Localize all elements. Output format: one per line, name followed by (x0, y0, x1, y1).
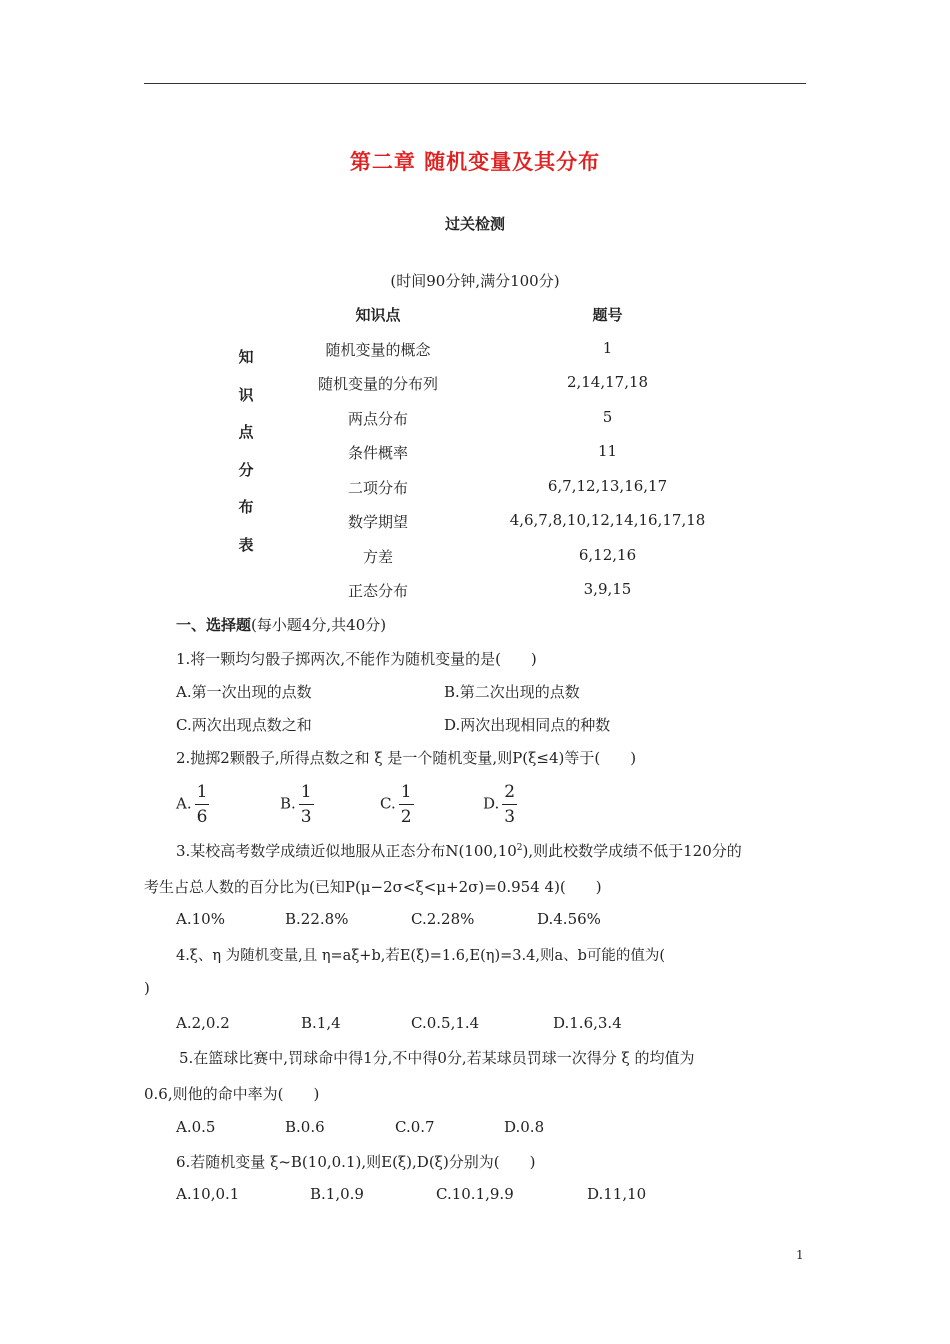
question-1-option-a: A.第一次出现的点数 (176, 683, 312, 701)
question-5-stem-line1: 5.在篮球比赛中,罚球命中得1分,不中得0分,若某球员罚球一次得分 ξ 的均值为 (179, 1049, 695, 1067)
superscript: 2 (516, 843, 523, 853)
question-numbers: 1 (602, 339, 613, 357)
question-1-stem: 1.将一颗均匀骰子掷两次,不能作为随机变量的是( ) (176, 650, 537, 668)
table-row (0, 373, 950, 407)
question-3-option-c: C.2.28% (411, 910, 475, 928)
question-6-option-a: A.10,0.1 (176, 1185, 240, 1203)
table-row (0, 339, 950, 373)
fraction (195, 782, 210, 827)
question-4-option-c: C.0.5,1.4 (411, 1014, 480, 1032)
section-subtitle: 过关检测 (444, 215, 505, 233)
question-3-stem-line1 (176, 840, 742, 861)
question-1-option-b: B.第二次出现的点数 (444, 683, 580, 701)
question-3-option-a: A.10% (176, 910, 225, 928)
question-2-stem: 2.抛掷2颗骰子,所得点数之和 ξ 是一个随机变量,则P(ξ≤4)等于( ) (176, 749, 637, 767)
question-2-option-b (280, 782, 314, 827)
knowledge-point: 数学期望 (347, 513, 408, 531)
question-numbers: 4,6,7,8,10,12,14,16,17,18 (509, 511, 706, 529)
side-char: 识 (238, 385, 254, 404)
question-numbers: 2,14,17,18 (566, 373, 649, 391)
knowledge-point: 方差 (362, 548, 393, 566)
question-4-stem-line2: ) (144, 979, 150, 997)
side-char: 表 (238, 535, 254, 554)
fraction (502, 782, 517, 827)
knowledge-point: 正态分布 (347, 582, 408, 600)
question-5-option-c: C.0.7 (395, 1118, 435, 1136)
option-label: B. (280, 794, 296, 813)
question-5-option-d: D.0.8 (504, 1118, 545, 1136)
side-char: 知 (238, 348, 254, 366)
chapter-title: 第二章 随机变量及其分布 (349, 150, 601, 174)
question-numbers: 6,7,12,13,16,17 (547, 477, 668, 495)
question-3-stem-line2: 考生占总人数的百分比为(已知P(μ−2σ<ξ<μ+2σ)=0.954 4)( ) (144, 878, 602, 896)
section-heading (176, 614, 386, 635)
question-4-option-d: D.1.6,3.4 (553, 1014, 622, 1032)
section-note: (每小题4分,共40分) (251, 616, 387, 634)
denominator: 2 (400, 807, 412, 827)
time-info: (时间90分钟,满分100分) (390, 272, 560, 290)
option-label: C. (380, 794, 396, 813)
question-2-option-a (176, 782, 209, 827)
question-5-option-b: B.0.6 (285, 1118, 325, 1136)
table-row (0, 511, 950, 545)
question-6-stem: 6.若随机变量 ξ~B(10,0.1),则E(ξ),D(ξ)分别为( ) (176, 1153, 536, 1171)
question-3-option-d: D.4.56% (537, 910, 601, 928)
table-header-point: 知识点 (355, 306, 401, 324)
question-6-option-d: D.11,10 (587, 1185, 647, 1203)
question-1-option-d: D.两次出现相同点的种数 (444, 716, 611, 734)
question-numbers: 5 (602, 408, 613, 426)
question-numbers: 3,9,15 (583, 580, 632, 598)
denominator: 3 (504, 807, 516, 827)
knowledge-point: 二项分布 (347, 479, 408, 497)
numerator: 1 (399, 782, 414, 805)
fraction (299, 782, 314, 827)
knowledge-point: 条件概率 (347, 444, 408, 462)
side-char: 布 (238, 498, 254, 516)
question-3-option-b: B.22.8% (285, 910, 349, 928)
knowledge-point: 两点分布 (347, 410, 408, 428)
table-header-number: 题号 (592, 306, 623, 324)
question-numbers: 11 (597, 442, 618, 460)
question-6-option-c: C.10.1,9.9 (436, 1185, 514, 1203)
question-4-stem-line1: 4.ξ、η 为随机变量,且 η=aξ+b,若E(ξ)=1.6,E(η)=3.4,则a、b可能的值为( (176, 948, 666, 964)
stem-text: 3.某校高考数学成绩近似地服从正态分布N(100,10 (176, 842, 517, 860)
question-5-option-a: A.0.5 (176, 1118, 216, 1136)
option-label: D. (483, 794, 500, 813)
question-1-option-c: C.两次出现点数之和 (176, 716, 312, 734)
question-4-option-a: A.2,0.2 (176, 1014, 230, 1032)
numerator: 2 (502, 782, 517, 805)
question-numbers: 6,12,16 (578, 546, 637, 564)
table-row (0, 442, 950, 476)
table-row (0, 580, 950, 614)
numerator: 1 (299, 782, 314, 805)
knowledge-point: 随机变量的分布列 (317, 375, 438, 393)
fraction (399, 782, 414, 827)
knowledge-point: 随机变量的概念 (325, 341, 431, 359)
side-char: 分 (238, 460, 254, 479)
denominator: 6 (196, 807, 208, 827)
question-2-option-c (380, 782, 414, 827)
numerator: 1 (195, 782, 210, 805)
page-number: 1 (796, 1248, 804, 1262)
table-row (0, 546, 950, 580)
stem-text: ),则此校数学成绩不低于120分的 (522, 842, 742, 860)
option-label: A. (176, 794, 192, 813)
question-2-option-d (483, 782, 517, 827)
question-6-option-b: B.1,0.9 (310, 1185, 364, 1203)
question-5-stem-line2: 0.6,则他的命中率为( ) (144, 1085, 320, 1103)
question-4-option-b: B.1,4 (301, 1014, 341, 1032)
denominator: 3 (300, 807, 312, 827)
table-row (0, 477, 950, 511)
section-title: 一、选择题 (176, 616, 252, 634)
header-rule (144, 83, 806, 84)
table-row (0, 408, 950, 442)
side-char: 点 (238, 423, 254, 441)
